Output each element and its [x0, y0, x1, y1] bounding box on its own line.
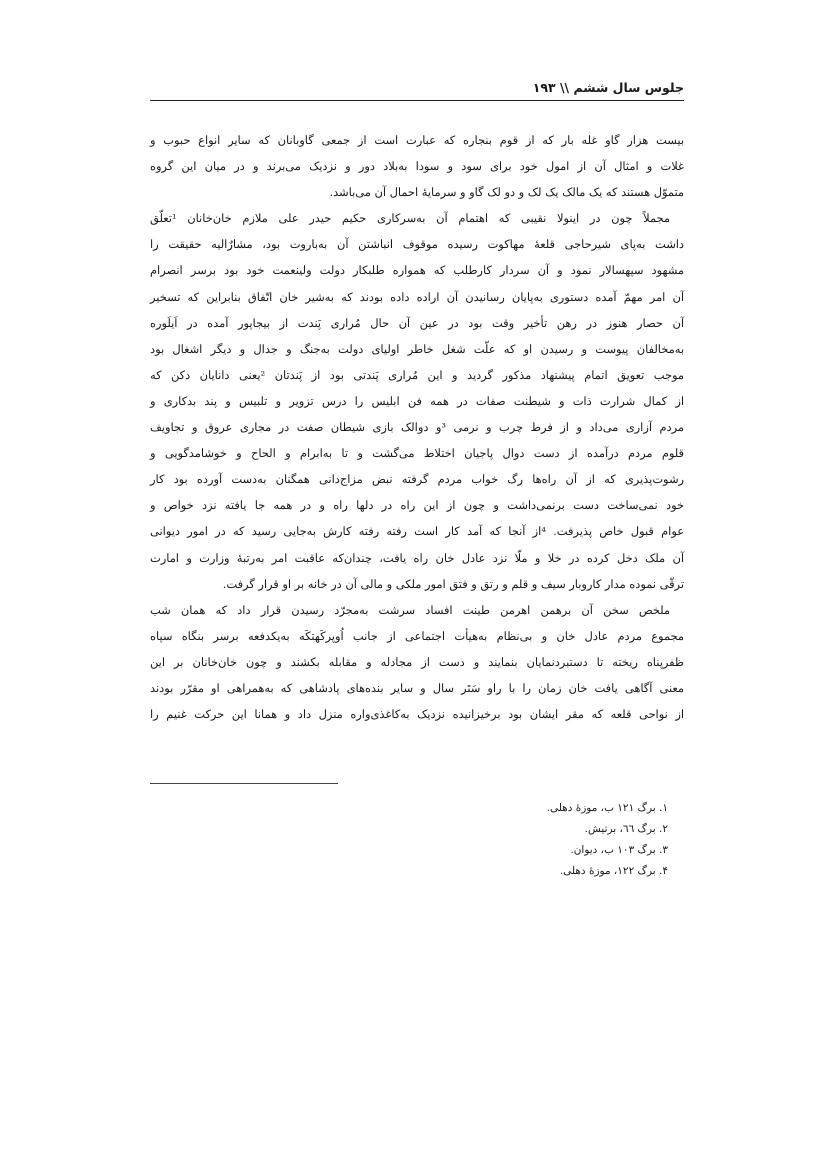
book-page [150, 78, 685, 877]
text-line: به‌مخالفان پیوست و رسیدن او که علّت شغل خاطر اولیای دولت به‌جنگ و جدال و دیگر اشغال بود [150, 341, 684, 356]
text-line: آن ملک دخل کرده در خلا و ملّا نزد عادل خان راه یافت، چندان‌که عاقبت امر به‌رتبهٔ وزارت و امارت [150, 550, 684, 565]
text-line: ظفرپناه ریخته تا دستبردنمایان بنمایند و دست از مجادله و مقابله بکشند و چون خان‌خانان بر این [150, 654, 684, 669]
text-line: خود نمی‌ساخت دست برنمی‌داشت و چون از این راه در دلها راه و در همه جا یافته نزد خواص و [150, 498, 684, 513]
footnotes [150, 798, 684, 882]
text-line: متموّل هستند که یک مالک یک لک و دو لک گاو و سرمایهٔ احمال آن می‌باشد. [329, 185, 684, 200]
text-line: ملخص سخن آن برهمن اهرمن طینت افساد سرشت به‌مجرّد رسیدن قرار داد که همان شب [150, 602, 670, 617]
main-text [150, 127, 684, 727]
footnote-item: ۱. برگ ۱۲۱ ب، موزهٔ دهلی. [546, 802, 668, 814]
text-line: بیست هزار گاو غله بار که از قوم بنجاره که عبارت است از جمعی گاوبانان که سایر انواع حبوب و [150, 133, 684, 147]
text-line: رشوت‌پذیری که از آن راه‌ها رگ خواب مردم گرفته نبض مزاج‌دانی همگنان به‌دست آورده بود کار [150, 472, 684, 487]
text-line: مردم آزاری می‌داد و از فرط چرب و نرمی ³و دوالک بازی شیطان صفت در مجاری عروق و تجاویف [150, 420, 685, 435]
text-line: مجموع مردم عادل خان و بی‌نظام به‌هیأت اجتماعی از جانب اُوپرکَهتکَه به‌یکدفعه برسر بنگاه سپاه [150, 628, 684, 643]
footnote-item: ۲. برگ ٦٦، برتیش. [584, 823, 668, 835]
text-line: معنی آگاهی یافت خان زمان را با راو سَتَر سال و سایر بنده‌های پادشاهی که به‌همراهی او مقرّر بودند [150, 680, 684, 695]
text-line: از کمال شرارت ذات و شیطنت صفات در همه فن ابلیس را درس تزویر و تلبیس و پند بدکاری و [150, 393, 684, 408]
text-line: ترقّی نموده مدار کاروبار سیف و قلم و رتق و فتق امور ملکی و مالی آن در خانه بر او قرار گرفت. [222, 576, 684, 591]
footnote-item: ۴. برگ ۱۲۲، موزهٔ دهلی. [559, 865, 668, 877]
text-line: مشهود سپهسالار نمود و آن سردار کارطلب که همواره طلبکار دولت ولینعمت خود بود برسر انصرام [150, 263, 684, 278]
text-line: قلوم مردم درآمده از دست دوال پاجیان اختلاط می‌گشت و تا به‌ابرام و الحاح و خوشامدگویی و [150, 446, 684, 461]
text-line: آن امر مهمّ آمده دستوری به‌پایان رسانیدن آن اراده داده بودند که به‌شیر خان اتّفاق بنابراین که تسخیر [150, 289, 684, 304]
text-line: غلات و امثال آن از امول خود برای سود و سودا به‌بلاد دور و نزدیک می‌برند و در میان این گروه [150, 159, 684, 174]
footnote-item: ۳. برگ ۱۰۳ ب، دیوان. [570, 844, 668, 856]
running-header: جلوس سال ششم \\ ۱۹۳ [150, 78, 684, 101]
text-line: موجب تعویق اتمام پیشنهاد مذکور گردید و این مُراری پَندتی بود از پَندتان ²یعنی دانایان دکن که [150, 367, 684, 382]
footnote-divider [150, 783, 338, 784]
text-line: آن حصار هنوز در رهن تأخیر وقت بود در عین آن حال مُراری پَندت از بیجاپور آمده در اَیلَوره [150, 315, 684, 330]
text-line: داشت به‌پای شیرحاجی قلعهٔ مهاکوت رسیده موقوف انباشتن آن به‌باروت بود، مشارٌالیه حقیقت را [150, 237, 684, 252]
text-line: عوام قبول خاص پذیرفت. ⁴از آنجا که آمد کار است رفته رفته کارش به‌جایی رسید که در امور دیوانی [150, 524, 684, 539]
text-line: مجملاً چون در اینولا نقیبی که اهتمام آن به‌سرکاری حکیم حیدر علی ملازم خان‌خانان ¹تعلّق [150, 211, 670, 226]
text-line: از نواحی قلعه که مقر ایشان بود برخیزانیده نزدیک به‌کاغذی‌واره منزل داد و همانا این حرکت غنیم را [150, 707, 684, 722]
